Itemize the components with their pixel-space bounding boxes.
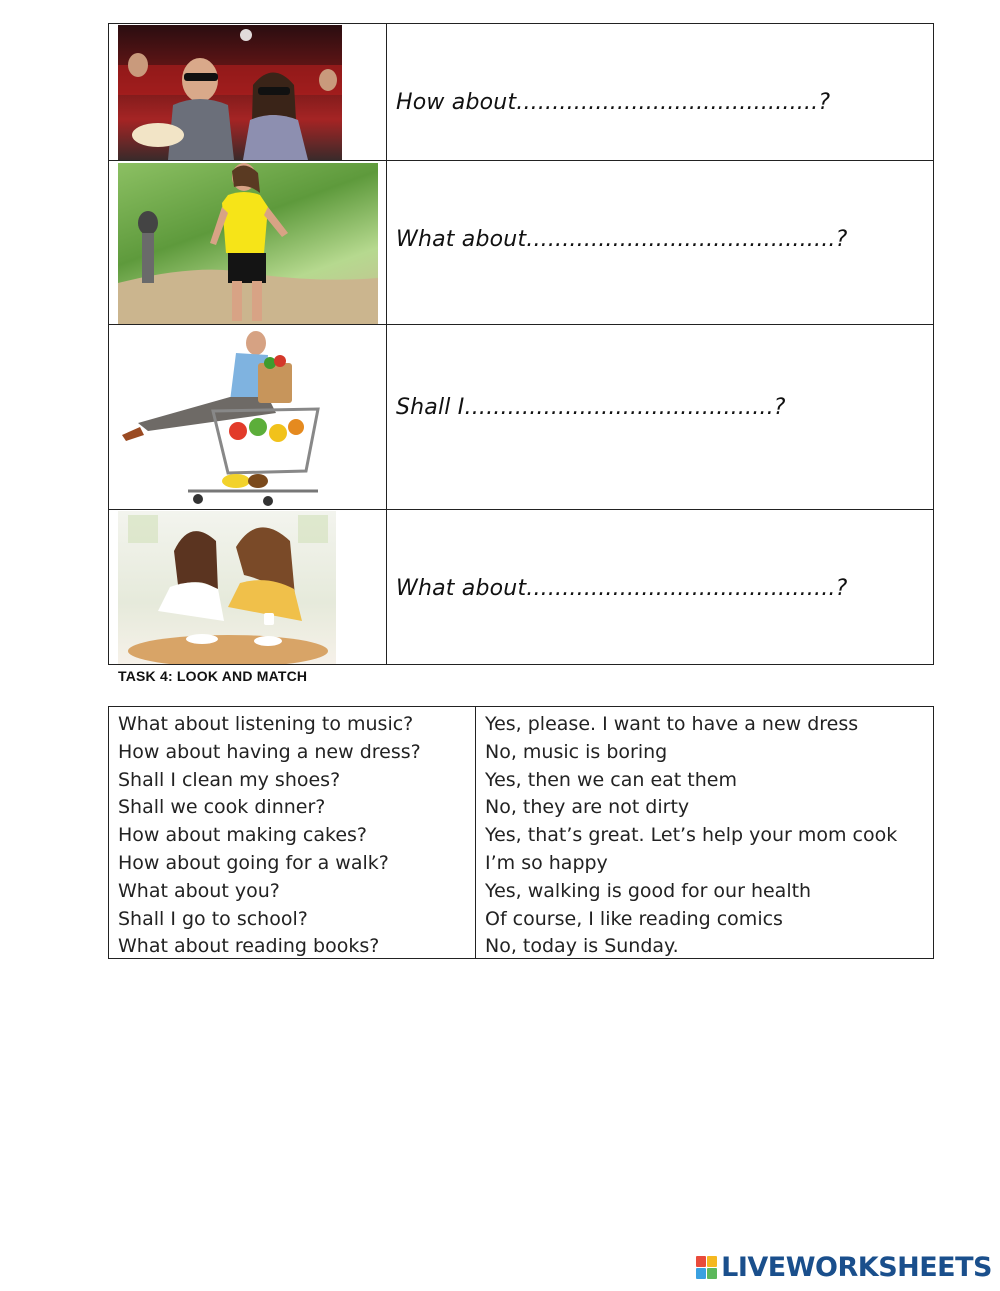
task3-prompt: What about...........................................? <box>396 576 848 601</box>
answer-item[interactable]: Yes, please. I want to have a new dress <box>485 713 859 735</box>
answer-item[interactable]: I’m so happy <box>485 851 608 874</box>
answer-item[interactable]: No, music is boring <box>485 740 668 763</box>
answer-column <box>485 711 897 961</box>
cinema-audience-picture <box>118 25 342 160</box>
woman-jogging-picture <box>118 163 378 324</box>
question-item[interactable]: Shall I clean my shoes? <box>118 768 341 791</box>
answer-item[interactable]: No, they are not dirty <box>485 796 690 819</box>
question-item[interactable]: What about reading books? <box>118 935 380 958</box>
liveworksheets-logo-icon <box>696 1256 718 1280</box>
answer-item[interactable]: Of course, I like reading comics <box>485 907 783 930</box>
task3-prompt: Shall I...........................................? <box>396 395 786 420</box>
column-divider <box>475 707 476 958</box>
task3-row <box>109 510 933 664</box>
task3-row <box>109 325 933 510</box>
question-column <box>118 711 421 961</box>
answer-item[interactable]: Yes, then we can eat them <box>485 768 737 791</box>
question-item[interactable]: Shall we cook dinner? <box>118 796 326 819</box>
task3-image-cell <box>109 161 387 324</box>
man-shopping-cart-picture <box>118 331 348 509</box>
task4-title: TASK 4: LOOK AND MATCH <box>118 668 308 684</box>
question-item[interactable]: What about listening to music? <box>118 713 414 735</box>
question-item[interactable]: How about going for a walk? <box>118 851 389 874</box>
women-coffee-picture <box>118 511 336 664</box>
task3-row <box>109 161 933 325</box>
question-item[interactable]: How about having a new dress? <box>118 740 421 763</box>
task3-row <box>109 24 933 161</box>
task3-image-cell <box>109 325 387 509</box>
task3-image-cell <box>109 24 387 160</box>
question-item[interactable]: How about making cakes? <box>118 824 368 847</box>
task3-image-cell <box>109 510 387 664</box>
logo-text: LIVEWORKSHEETS <box>721 1252 992 1283</box>
task3-table <box>108 23 934 665</box>
question-item[interactable]: What about you? <box>118 879 280 902</box>
task4-match-table <box>108 706 934 959</box>
answer-item[interactable]: Yes, walking is good for our health <box>485 879 812 902</box>
task3-prompt: What about...........................................? <box>396 227 848 252</box>
answer-item[interactable]: No, today is Sunday. <box>485 935 679 958</box>
liveworksheets-logo[interactable] <box>696 1252 992 1283</box>
question-item[interactable]: Shall I go to school? <box>118 907 308 930</box>
task3-prompt: How about..........................................? <box>396 90 831 115</box>
answer-item[interactable]: Yes, that’s great. Let’s help your mom cook <box>485 824 898 847</box>
